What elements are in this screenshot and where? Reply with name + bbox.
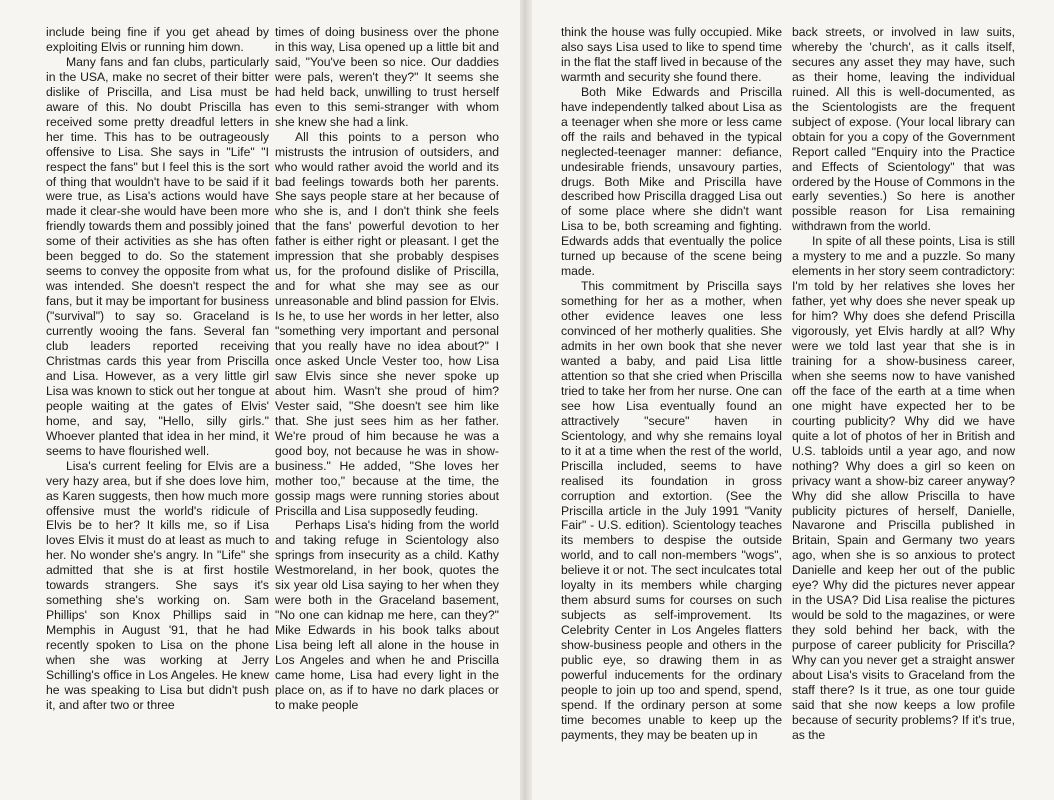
paragraph: include being fine if you get ahead by exploiting Elvis or running him down. (46, 25, 269, 54)
paragraph: Both Mike Edwards and Priscilla have independently talked about Lisa as a teenager when she more or less came off the rails and behaved in the typical neglected-teenager manner: defiance, undesirable friends, unsavoury parties, drugs. Both Mike and Priscilla have described how Priscilla dragged Lisa out of some place where she didn't want Lisa to be, both screaming and fighting. Edwards adds that eventually the police turned up because of the scene being made. (561, 84, 782, 279)
text-column-1 (46, 25, 269, 775)
paragraph: times of doing business over the phone in this way, Lisa opened up a little bit and said, "You've been so nice. Our daddies were pals, weren't they?" It seems she had held back, unwilling to trust herself even to this semi-stranger with whom she knew she had a link. (275, 25, 499, 129)
paragraph: This commitment by Priscilla says something for her as a mother, when other evidence leaves one less convinced of her motherly qualities. She admits in her own book that she never wanted a baby, and paid Lisa little attention so that she cried when Priscilla tried to take her from her nurse. One can see how Lisa eventually found an attractively "secure" haven in Scientology, and why she remains loyal to it at a time when the rest of the world, Priscilla included, seems to have realised its foundation in gross corruption and extortion. (See the Priscilla article in the July 1991 "Vanity Fair" - U.S. edition). Scientology teaches its members to despise the outside world, and to call non-members "wogs", believe it or not. The sect inculcates total loyalty in its members while charging them absurd sums for courses on such subjects as self-improvement. Its Celebrity Center in Los Angeles flatters show-business people and others in the public eye, so drawing them in as powerful inducements for the ordinary people to join up too and spend, spend, spend. If the ordinary person at some time becomes unable to keep up the payments, they may be beaten up in (561, 279, 782, 742)
page-gutter (520, 0, 532, 800)
text-column-2 (275, 25, 499, 775)
paragraph: Lisa's current feeling for Elvis are a very hazy area, but if she does love him, as Karen suggests, then how much more offensive must the world's ridicule of Elvis be to her? It kills me, so if Lisa loves Elvis it must do at least as much to her. No wonder she's angry. In "Life" she admitted that she is at first hostile towards strangers. She says it's something she's working on. Sam Phillips' son Knox Phillips said in Memphis in August '91, that he had recently spoken to Lisa on the phone when she was working at Jerry Schilling's office in Los Angeles. He knew he was speaking to Lisa but didn't push it, and after two or three (46, 458, 269, 712)
paragraph: Many fans and fan clubs, particularly in the USA, make no secret of their bitter dislike of Priscilla, and Lisa must be aware of this. No doubt Priscilla has received some pretty dreadful letters in her time. This has to be outrageously offensive to Lisa. She says in "Life" "I respect the fans" but I feel this is the sort of thing that wouldn't have to be said if it were true, as Lisa's actions would have made it clear-she would have been more friendly towards them and possibly joined some of their activities as she has often been begged to do. So the statement seems to convey the opposite from what was intended. She doesn't respect the fans, but it may be important for business ("survival") to say so. Graceland is currently wooing the fans. Several fan club leaders reported receiving Christmas cards this year from Priscilla and Lisa. However, as a very little girl Lisa was known to stick out her tongue at people waiting at the gates of Elvis' home, and say, "Hello, silly girls." Whoever planted that idea in her mind, it seems to have flourished well. (46, 54, 269, 458)
paragraph: All this points to a person who mistrusts the intrusion of outsiders, and who would rather avoid the world and its bad feelings towards both her parents. She says people stare at her because of who she is, and I don't think she feels that the fans' powerful devotion to her father is either right or pleasant. I get the impression that she probably despises us, for the profound dislike of Priscilla, and for what she may see as our unreasonable and blind passion for Elvis. Is he, to use her words in her letter, also "something very important and personal that you really have no idea about?" I once asked Uncle Vester too, how Lisa saw Elvis since she never spoke up about him. Wasn't she proud of him? Vester said, "She doesn't see him like that. She just sees him as her father. We're proud of him because he was a good boy, not because he was in show-business." He added, "She loves her mother too," because at the time, the gossip mags were running stories about Priscilla and Lisa supposedly feuding. (275, 129, 499, 518)
paragraph: back streets, or involved in law suits, whereby the 'church', as it calls itself, secures any asset they may have, such as their home, leaving the individual ruined. All this is well-documented, as the Scientologists are the frequent subject of expose. (Your local library can obtain for you a copy of the Government Report called "Enquiry into the Practice and Effects of Scientology" that was ordered by the House of Commons in the early seventies.) So here is another possible reason for Lisa remaining withdrawn from the world. (792, 25, 1015, 234)
paragraph: think the house was fully occupied. Mike also says Lisa used to like to spend time in the flat the staff lived in because of the warmth and security she found there. (561, 25, 782, 84)
text-column-3 (561, 25, 782, 775)
paragraph: Perhaps Lisa's hiding from the world and taking refuge in Scientology also springs from insecurity as a child. Kathy Westmoreland, in her book, quotes the six year old Lisa saying to her when they were both in the Graceland basement, "No one can kidnap me here, can they?" Mike Edwards in his book talks about Lisa being left all alone in the house in Los Angeles and when he and Priscilla came home, Lisa had every light in the place on, as if to have no dark places or to make people (275, 518, 499, 712)
paragraph: In spite of all these points, Lisa is still a mystery to me and a puzzle. So many elements in her story seem contradictory: I'm told by her relatives she loves her father, yet why does she never speak up for him? Why does she defend Priscilla vigorously, yet Elvis hardly at all? Why were we told last year that she is in training for a show-business career, when she seems now to have vanished off the face of the earth at a time when one might have expected her to be courting publicity? Why did we have quite a lot of photos of her in British and U.S. tabloids until a year ago, and now nothing? Why does a girl so keen on privacy want a show-biz career anyway? Why did she allow Priscilla to have publicity pictures of herself, Danielle, Navarone and Priscilla published in Britain, Spain and Germany two years ago, when she is so anxious to protect Danielle and keep her out of the public eye? Why did the pictures never appear in the USA? Did Lisa realise the pictures would be sold to the magazines, or were they sold behind her back, with the purpose of career publicity for Priscilla? Why can you never get a straight answer about Lisa's visits to Graceland from the staff there? Is it true, as one tour guide said that she now keeps a low profile because of security problems? If it's true, as the (792, 234, 1015, 742)
text-column-4 (792, 25, 1015, 775)
